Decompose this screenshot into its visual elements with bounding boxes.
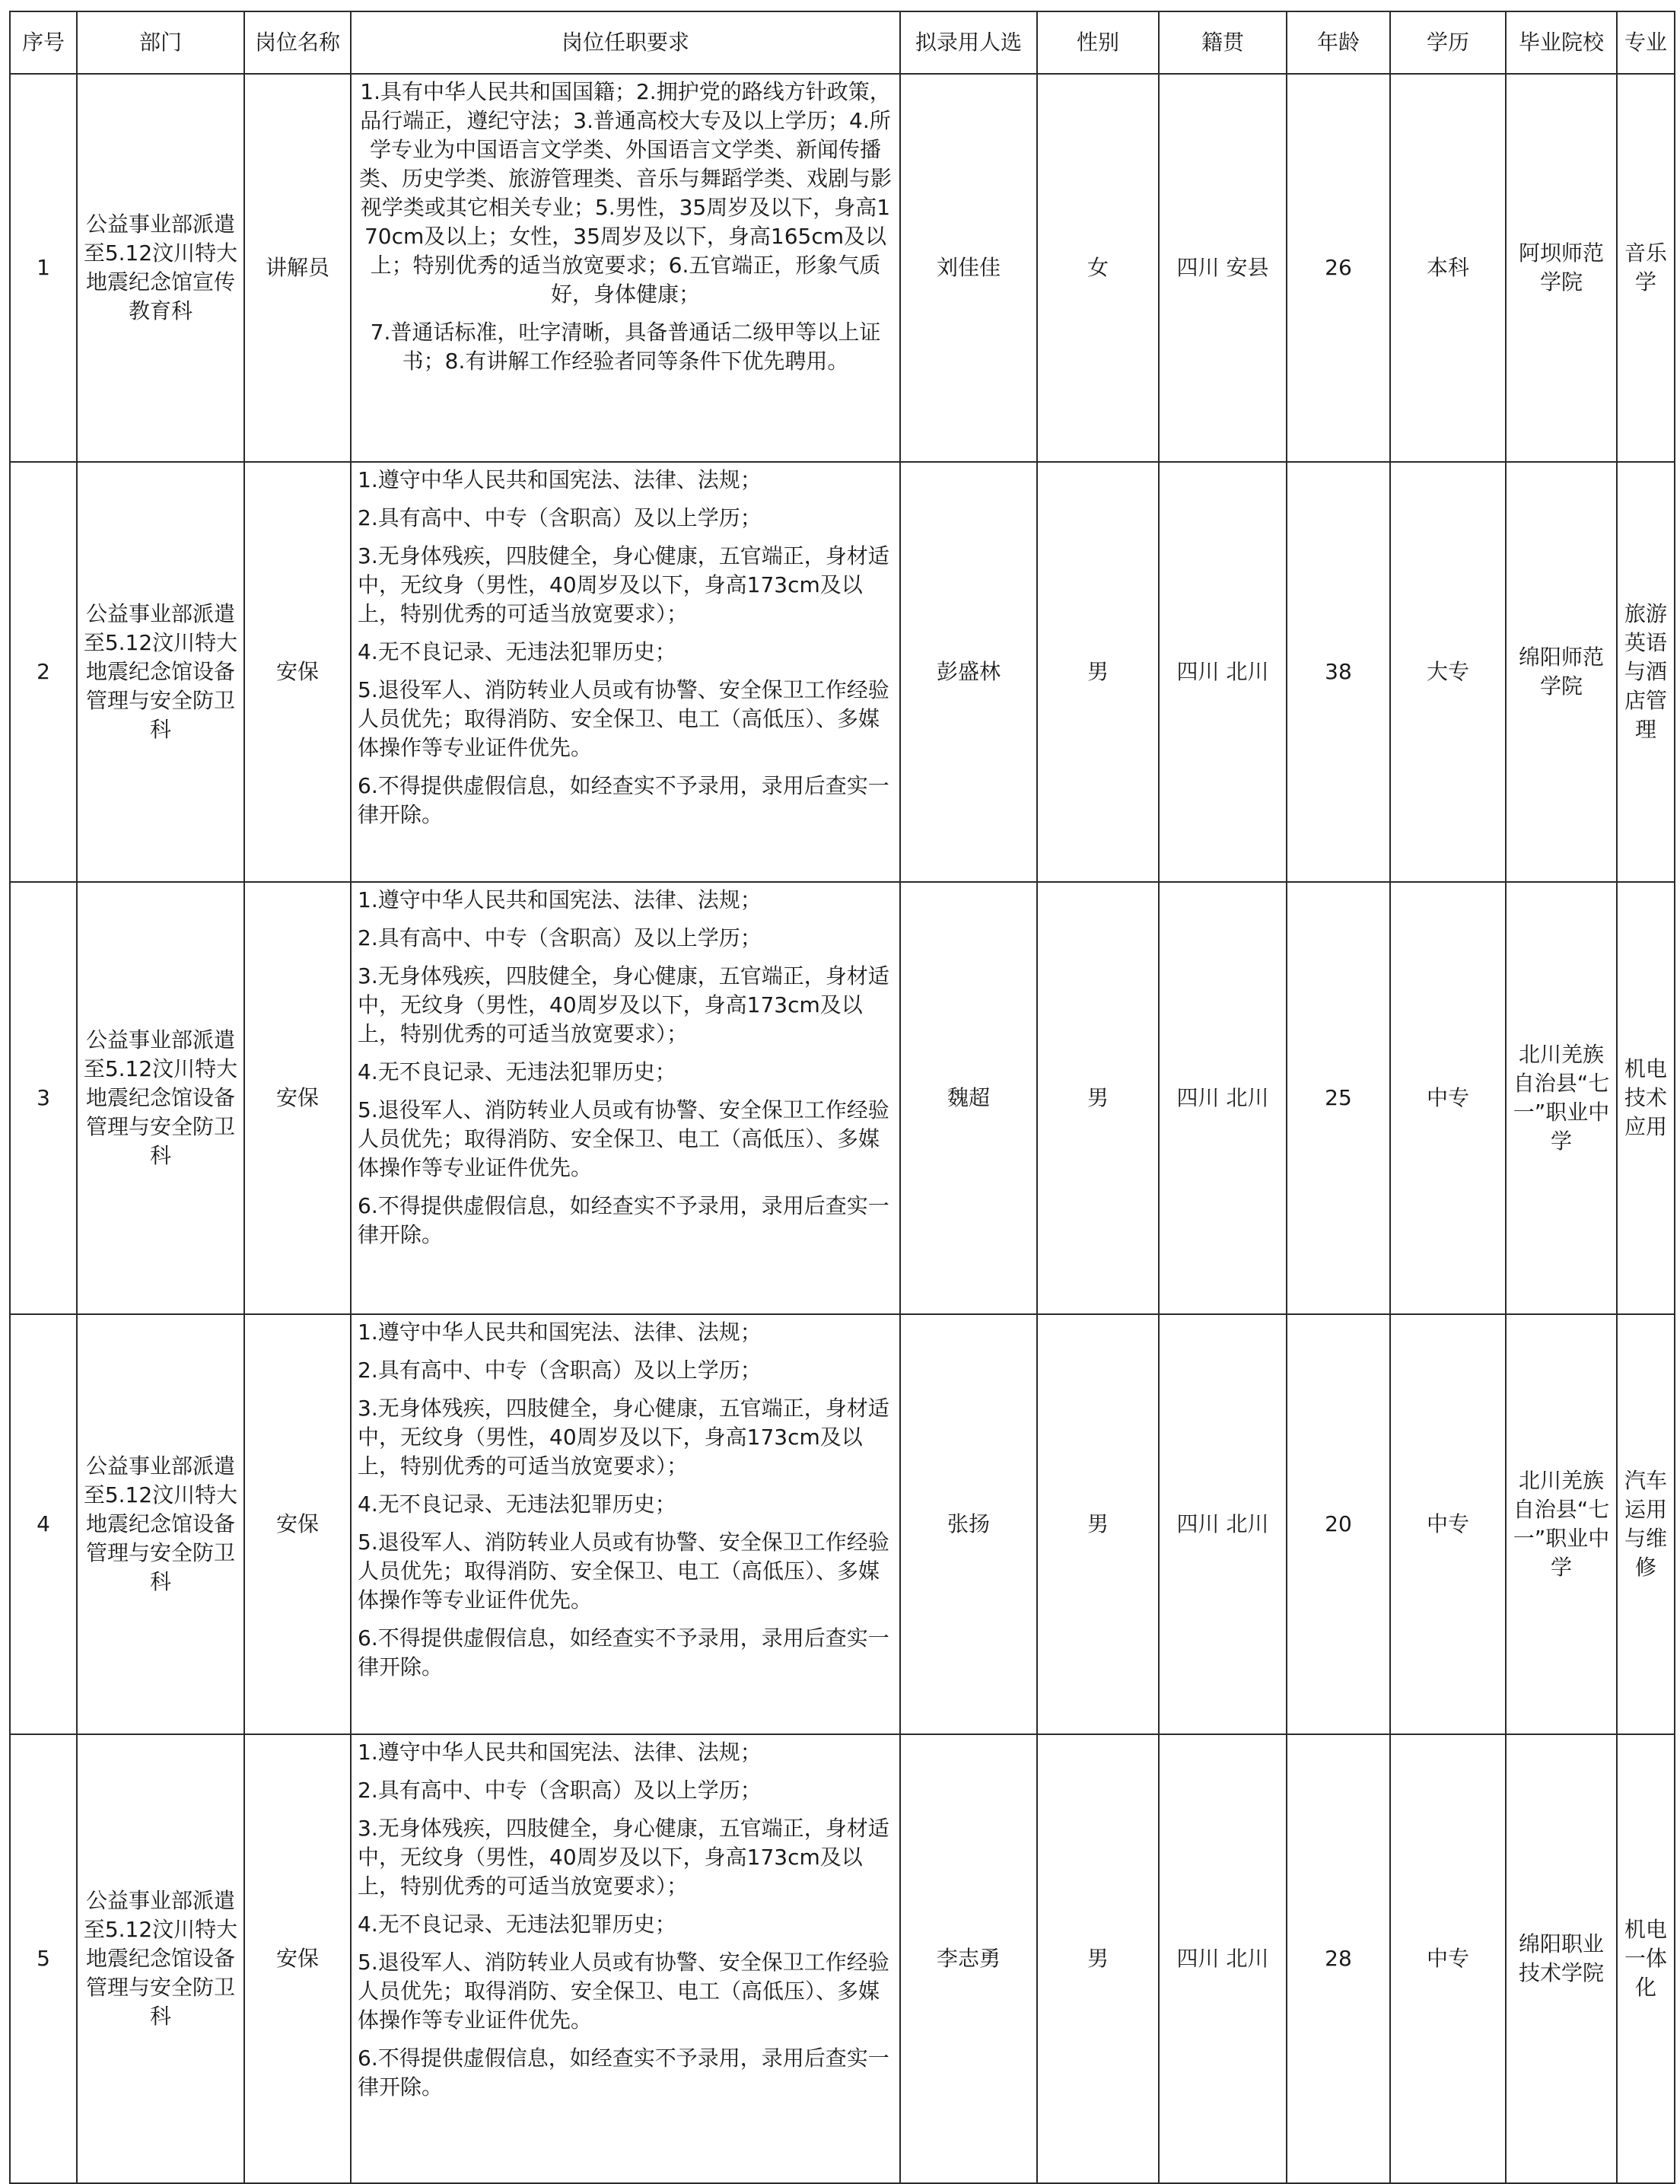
cell-candidate: 李志勇 <box>900 1734 1037 2183</box>
cell-education: 中专 <box>1390 1734 1506 2183</box>
requirement-item: 3.无身体残疾，四肢健全，身心健康，五官端正，身材适中，无纹身（男性，40周岁及以下，身高173cm及以上，特别优秀的可适当放宽要求）； <box>358 543 889 626</box>
cell-gender: 男 <box>1037 1314 1159 1734</box>
cell-origin: 四川 北川 <box>1159 462 1287 882</box>
cell-dept: 公益事业部派遣至5.12汶川特大地震纪念馆设备管理与安全防卫科 <box>77 1314 244 1734</box>
requirement-item: 1.具有中华人民共和国国籍；2.拥护党的路线方针政策，品行端正，遵纪守法；3.普通高校大专及以上学历；4.所学专业为中国语言文学类、外国语言文学类、新闻传播类、历史学类、旅游管理类、音乐与舞蹈学类、戏剧与影视学类或其它相关专业；5.男性，35周岁及以下，身高170cm及以上；女性，35周岁及以下，身高165cm及以上；特别优秀的适当放宽要求；6.五官端正，形象气质好，身体健康； <box>358 79 892 307</box>
table-row <box>10 1314 1675 1734</box>
header-gender: 性别 <box>1037 11 1159 74</box>
requirement-item: 5.退役军人、消防转业人员或有协警、安全保卫工作经验人员优先；取得消防、安全保卫、电工（高低压）、多媒体操作等专业证件优先。 <box>358 1950 889 2033</box>
requirement-item: 6.不得提供虚假信息，如经查实不予录用，录用后查实一律开除。 <box>358 2046 889 2100</box>
requirement-item: 4.无不良记录、无违法犯罪历史； <box>358 1912 676 1937</box>
cell-candidate: 魏超 <box>900 882 1037 1314</box>
requirement-item: 4.无不良记录、无违法犯罪历史； <box>358 1059 676 1084</box>
requirement-item: 6.不得提供虚假信息，如经查实不予录用，录用后查实一律开除。 <box>358 1193 889 1247</box>
cell-school: 绵阳师范学院 <box>1506 462 1617 882</box>
cell-requirements <box>351 1314 900 1734</box>
header-education: 学历 <box>1390 11 1506 74</box>
cell-position: 安保 <box>244 882 351 1314</box>
table-row <box>10 462 1675 882</box>
requirement-item: 5.退役军人、消防转业人员或有协警、安全保卫工作经验人员优先；取得消防、安全保卫、电工（高低压）、多媒体操作等专业证件优先。 <box>358 1530 889 1613</box>
table-row <box>10 882 1675 1314</box>
requirement-item: 7.普通话标准，吐字清晰，具备普通话二级甲等以上证书；8.有讲解工作经验者同等条件下优先聘用。 <box>370 320 881 374</box>
cell-requirements <box>351 462 900 882</box>
requirement-item: 5.退役军人、消防转业人员或有协警、安全保卫工作经验人员优先；取得消防、安全保卫、电工（高低压）、多媒体操作等专业证件优先。 <box>358 1097 889 1180</box>
cell-school: 绵阳职业技术学院 <box>1506 1734 1617 2183</box>
cell-no: 2 <box>10 462 77 882</box>
requirement-item: 3.无身体残疾，四肢健全，身心健康，五官端正，身材适中，无纹身（男性，40周岁及以下，身高173cm及以上，特别优秀的可适当放宽要求）； <box>358 963 889 1046</box>
cell-gender: 女 <box>1037 74 1159 462</box>
requirement-item: 2.具有高中、中专（含职高）及以上学历； <box>358 1358 762 1383</box>
cell-candidate: 张扬 <box>900 1314 1037 1734</box>
cell-requirements <box>351 74 900 462</box>
cell-major: 汽车运用与维修 <box>1617 1314 1675 1734</box>
cell-position: 讲解员 <box>244 74 351 462</box>
requirement-item: 3.无身体残疾，四肢健全，身心健康，五官端正，身材适中，无纹身（男性，40周岁及以下，身高173cm及以上，特别优秀的可适当放宽要求）； <box>358 1396 889 1479</box>
cell-major: 机电技术应用 <box>1617 882 1675 1314</box>
header-dept: 部门 <box>77 11 244 74</box>
cell-position: 安保 <box>244 462 351 882</box>
requirement-item: 3.无身体残疾，四肢健全，身心健康，五官端正，身材适中，无纹身（男性，40周岁及以下，身高173cm及以上，特别优秀的可适当放宽要求）； <box>358 1816 889 1899</box>
requirement-item: 6.不得提供虚假信息，如经查实不予录用，录用后查实一律开除。 <box>358 773 889 827</box>
cell-position: 安保 <box>244 1314 351 1734</box>
cell-major: 旅游英语与酒店管理 <box>1617 462 1675 882</box>
cell-age: 26 <box>1287 74 1390 462</box>
header-row <box>10 11 1675 74</box>
requirement-item: 4.无不良记录、无违法犯罪历史； <box>358 1492 676 1517</box>
requirement-item: 2.具有高中、中专（含职高）及以上学历； <box>358 1778 762 1803</box>
requirement-item: 2.具有高中、中专（含职高）及以上学历； <box>358 505 762 530</box>
header-no: 序号 <box>10 11 77 74</box>
cell-dept: 公益事业部派遣至5.12汶川特大地震纪念馆宣传教育科 <box>77 74 244 462</box>
recruitment-table <box>9 11 1675 2184</box>
cell-age: 28 <box>1287 1734 1390 2183</box>
requirement-item: 1.遵守中华人民共和国宪法、法律、法规； <box>358 887 762 912</box>
requirement-item: 2.具有高中、中专（含职高）及以上学历； <box>358 925 762 950</box>
cell-candidate: 彭盛林 <box>900 462 1037 882</box>
cell-candidate: 刘佳佳 <box>900 74 1037 462</box>
cell-dept: 公益事业部派遣至5.12汶川特大地震纪念馆设备管理与安全防卫科 <box>77 882 244 1314</box>
cell-gender: 男 <box>1037 462 1159 882</box>
cell-age: 25 <box>1287 882 1390 1314</box>
header-candidate: 拟录用人选 <box>900 11 1037 74</box>
cell-origin: 四川 北川 <box>1159 882 1287 1314</box>
cell-education: 中专 <box>1390 882 1506 1314</box>
cell-gender: 男 <box>1037 1734 1159 2183</box>
requirement-item: 4.无不良记录、无违法犯罪历史； <box>358 639 676 664</box>
header-school: 毕业院校 <box>1506 11 1617 74</box>
requirement-item: 5.退役军人、消防转业人员或有协警、安全保卫工作经验人员优先；取得消防、安全保卫、电工（高低压）、多媒体操作等专业证件优先。 <box>358 677 889 760</box>
table-row <box>10 1734 1675 2183</box>
requirement-item: 1.遵守中华人民共和国宪法、法律、法规； <box>358 467 762 492</box>
header-requirements: 岗位任职要求 <box>351 11 900 74</box>
cell-requirements <box>351 882 900 1314</box>
cell-age: 20 <box>1287 1314 1390 1734</box>
cell-major: 音乐学 <box>1617 74 1675 462</box>
cell-school: 阿坝师范学院 <box>1506 74 1617 462</box>
table-body <box>10 74 1675 2183</box>
cell-gender: 男 <box>1037 882 1159 1314</box>
cell-no: 3 <box>10 882 77 1314</box>
cell-dept: 公益事业部派遣至5.12汶川特大地震纪念馆设备管理与安全防卫科 <box>77 462 244 882</box>
cell-origin: 四川 安县 <box>1159 74 1287 462</box>
cell-school: 北川羌族自治县“七一”职业中学 <box>1506 1314 1617 1734</box>
cell-no: 1 <box>10 74 77 462</box>
requirement-item: 1.遵守中华人民共和国宪法、法律、法规； <box>358 1320 762 1345</box>
cell-origin: 四川 北川 <box>1159 1314 1287 1734</box>
cell-dept: 公益事业部派遣至5.12汶川特大地震纪念馆设备管理与安全防卫科 <box>77 1734 244 2183</box>
table-header <box>10 11 1675 74</box>
cell-age: 38 <box>1287 462 1390 882</box>
header-major: 专业 <box>1617 11 1675 74</box>
cell-education: 大专 <box>1390 462 1506 882</box>
cell-origin: 四川 北川 <box>1159 1734 1287 2183</box>
cell-requirements <box>351 1734 900 2183</box>
table-row <box>10 74 1675 462</box>
cell-position: 安保 <box>244 1734 351 2183</box>
header-age: 年龄 <box>1287 11 1390 74</box>
cell-education: 中专 <box>1390 1314 1506 1734</box>
cell-school: 北川羌族自治县“七一”职业中学 <box>1506 882 1617 1314</box>
cell-no: 4 <box>10 1314 77 1734</box>
cell-education: 本科 <box>1390 74 1506 462</box>
cell-major: 机电一体化 <box>1617 1734 1675 2183</box>
requirement-item: 6.不得提供虚假信息，如经查实不予录用，录用后查实一律开除。 <box>358 1625 889 1679</box>
requirement-item: 1.遵守中华人民共和国宪法、法律、法规； <box>358 1740 762 1765</box>
cell-no: 5 <box>10 1734 77 2183</box>
header-position: 岗位名称 <box>244 11 351 74</box>
header-origin: 籍贯 <box>1159 11 1287 74</box>
